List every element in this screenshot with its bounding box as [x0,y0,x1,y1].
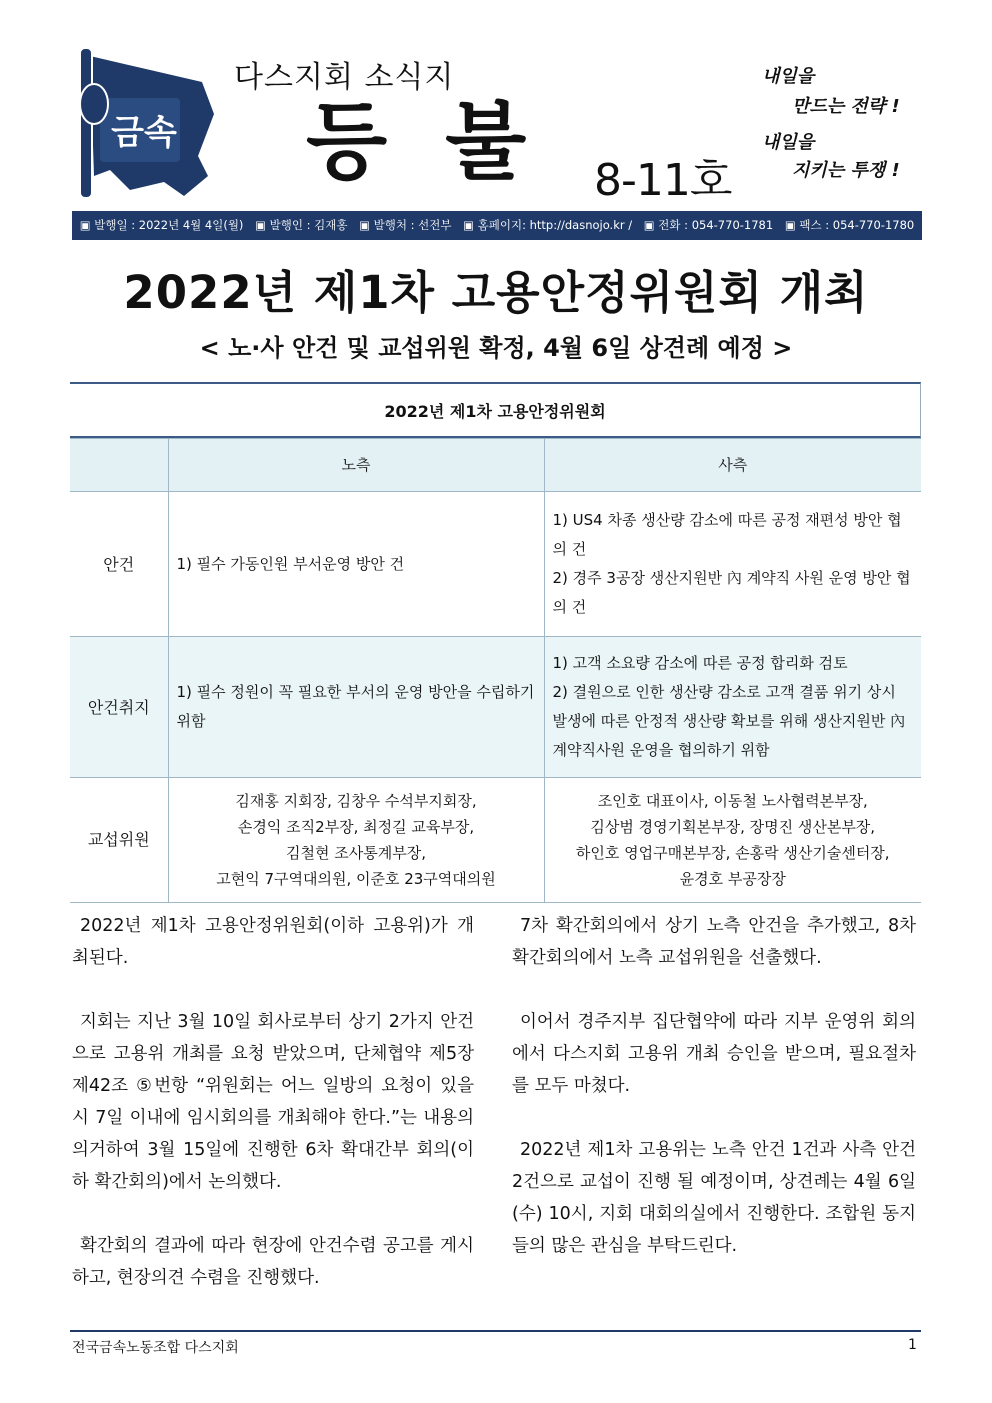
paragraph: 확간회의 결과에 따라 현장에 안건수렴 공고를 게시하고, 현장의견 수렴을 진행했다. [72,1236,474,1288]
info-publisher: ▣ 발행인 : 김재홍 [255,218,348,232]
union-logo [72,44,222,204]
publication-info-bar [72,211,922,240]
paragraph: 2022년 제1차 고용위는 노측 안건 1건과 사측 안건 2건으로 교섭이 진행 될 예정이며, 상견례는 4월 6일(수) 10시, 지회 대회의실에서 진행한다. 조합원 동지들의 많은 관심을 부탁드린다. [512,1140,916,1256]
issue-number: 8-11호 [594,155,732,206]
footer-divider [70,1330,921,1332]
table-caption: 2022년 제1차 고용안정위원회 [70,382,921,438]
header-management: 사측 [544,439,921,492]
slogan-line-1: 내일을 [762,66,815,87]
info-homepage[interactable]: ▣ 홈페이지: http://dasnojo.kr / [463,218,633,232]
table-row [70,637,921,778]
info-date: ▣ 발행일 : 2022년 4월 4일(월) [79,218,244,232]
committee-table [70,382,921,903]
management-negotiators: 조인호 대표이사, 이동철 노사협력본부장, 김상범 경영기획본부장, 장명진 생산본부장, 하인호 영업구매본부장, 손홍락 생산기술센터장, 윤경호 부공장장 [544,778,921,903]
article-column-right [512,910,916,1294]
info-department: ▣ 발행처 : 선전부 [359,218,452,232]
paragraph: 2022년 제1차 고용안정위원회(이하 고용위)가 개최된다. [72,916,474,968]
logo-text: 금속 [111,113,177,153]
row-label-agenda: 안건 [70,492,168,637]
article-subheadline: < 노·사 안건 및 교섭위원 확정, 4월 6일 상견례 예정 > [199,334,793,362]
labor-negotiators: 김재홍 지회장, 김창우 수석부지회장, 손경익 조직2부장, 최정길 교육부장, 김철현 조사통계부장, 고현익 7구역대의원, 이준호 23구역대의원 [168,778,544,903]
slogan-line-3: 내일을 [762,132,815,153]
info-phone: ▣ 전화 : 054-770-1781 [643,218,774,232]
slogan-line-4: 지키는 투쟁 ! [792,160,900,181]
masthead-title: 등불 [306,92,585,191]
row-label-purpose: 안건취지 [70,637,168,778]
labor-agenda: 1) 필수 가동인원 부서운영 방안 건 [168,492,544,637]
article-column-left [72,910,474,1326]
info-fax: ▣ 팩스 : 054-770-1780 [784,218,915,232]
paragraph: 이어서 경주지부 집단협약에 따라 지부 운영위 회의에서 다스지회 고용위 개최 승인을 받으며, 필요절차를 모두 마쳤다. [512,1012,916,1096]
management-agenda: 1) US4 차종 생산량 감소에 따른 공정 재편성 방안 협의 건 2) 경주 3공장 생산지원반 內 계약직 사원 운영 방안 협의 건 [544,492,921,637]
table-row [70,492,921,637]
management-purpose: 1) 고객 소요량 감소에 따른 공정 합리화 검토 2) 결원으로 인한 생산량 감소로 고객 결품 위기 상시 발생에 따른 안정적 생산량 확보를 위해 생산지원반 內 계약직사원 운영을 협의하기 위함 [544,637,921,778]
row-label-negotiators: 교섭위원 [70,778,168,903]
paragraph: 지회는 지난 3월 10일 회사로부터 상기 2가지 안건으로 고용위 개최를 요청 받았으며, 단체협약 제5장 제42조 ⑤번항 “위원회는 어느 일방의 요청이 있을 시 7일 이내에 임시회의를 개최해야 한다.”는 내용의 의거하여 3월 15일에 진행한 6차 확대간부 회의(이하 확간회의)에서 논의했다. [72,1012,474,1192]
paragraph: 7차 확간회의에서 상기 노측 안건을 추가했고, 8차 확간회의에서 노측 교섭위원을 선출했다. [512,916,916,968]
header-empty-cell [70,439,168,492]
table-row [70,778,921,903]
header-labor: 노측 [168,439,544,492]
article-headline: 2022년 제1차 고용안정위원회 개최 [123,266,869,319]
page-number: 1 [908,1337,917,1353]
footer-organization: 전국금속노동조합 다스지회 [72,1340,239,1356]
newsletter-subtitle: 다스지회 소식지 [234,60,455,95]
table-header-row [70,439,921,492]
slogan-line-2: 만드는 전략 ! [792,96,900,117]
labor-purpose: 1) 필수 정원이 꼭 필요한 부서의 운영 방안을 수립하기 위함 [168,637,544,778]
